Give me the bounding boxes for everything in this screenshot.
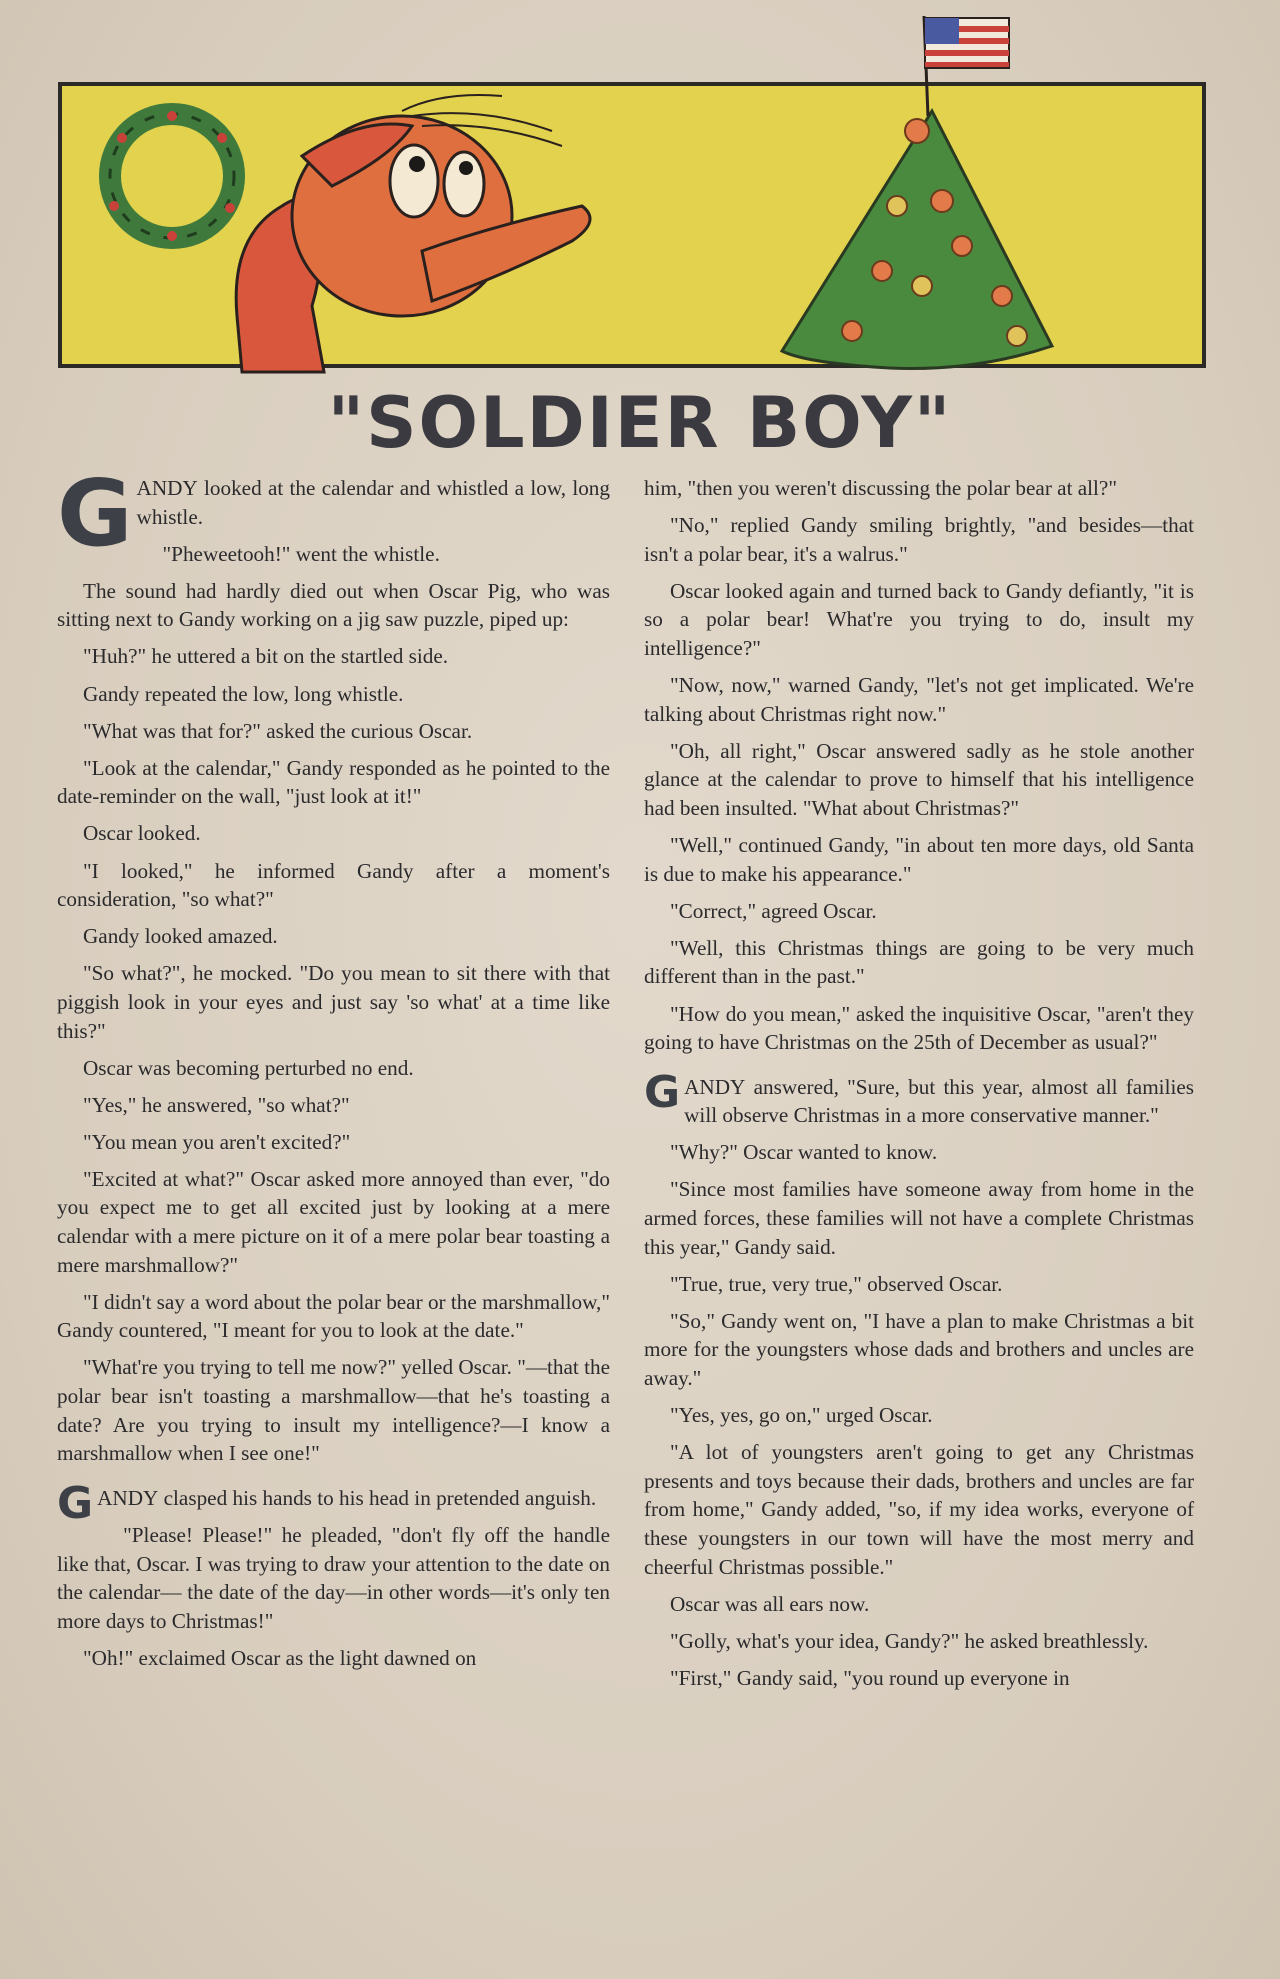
story-paragraph [644, 1175, 1194, 1261]
paragraph-text: "Look at the calendar," Gandy responded as he pointed to the date-reminder on the wall, "just look at it!" [57, 755, 610, 809]
story-paragraph [57, 922, 610, 951]
paragraph-text: "No," replied Gandy smiling brightly, "and besides—that isn't a polar bear, it's a walrus." [644, 513, 1194, 566]
paragraph-text: "Oh, all right," Oscar answered sadly as he stole another glance at the calendar to prove to himself that his intelligence had been insulted. "What about Christmas?" [644, 738, 1194, 820]
story-paragraph [644, 897, 1194, 926]
paragraph-text: "Now, now," warned Gandy, "let's not get implicated. We're talking about Christmas right now." [644, 673, 1194, 726]
paragraph-text: "How do you mean," asked the inquisitive Oscar, "aren't they going to have Christmas on the 25th of December as usual?" [644, 1001, 1194, 1055]
story-paragraph [644, 1664, 1194, 1693]
flag-icon [924, 16, 1009, 116]
paragraph-text: "Pheweetooh!" went the whistle. [162, 541, 440, 566]
paragraph-text: "Correct," agreed Oscar. [670, 898, 877, 923]
paragraph-text: "A lot of youngsters aren't going to get any Christmas presents and toys because their dads, brothers and uncles are far from home," Gandy added, "so, if my idea works, everyone of these youngsters in our town will have the most merry and cheerful Christmas possible." [644, 1440, 1194, 1579]
story-paragraph [57, 1128, 610, 1157]
paragraph-text: "Why?" Oscar wanted to know. [670, 1140, 938, 1165]
drop-cap-rest: ANDY [136, 476, 198, 500]
story-paragraph [57, 1054, 610, 1083]
gandy-goose-illustration [236, 95, 590, 372]
story-paragraph [644, 474, 1194, 503]
story-paragraph [644, 1627, 1194, 1656]
story-paragraph [644, 934, 1194, 991]
story-paragraph [57, 1353, 610, 1467]
paragraph-text: The sound had hardly died out when Oscar Pig, who was sitting next to Gandy working on a jig saw puzzle, piped up: [57, 578, 610, 632]
paragraph-text: "Golly, what's your idea, Gandy?" he asked breathlessly. [670, 1628, 1149, 1653]
paragraph-text: "Oh!" exclaimed Oscar as the light dawned on [83, 1645, 477, 1670]
story-paragraph [644, 1000, 1194, 1057]
drop-cap: G [57, 1477, 94, 1529]
right-column [644, 474, 1194, 1701]
story-paragraph [644, 577, 1194, 663]
paragraph-text: "So," Gandy went on, "I have a plan to make Christmas a bit more for the youngsters whose dads and brothers and uncles are away." [644, 1308, 1194, 1391]
story-paragraph [644, 1066, 1194, 1130]
paragraph-text: "What're you trying to tell me now?" yelled Oscar. "—that the polar bear isn't toasting a marshmallow—that he's toasting a date? Are you trying to insult my intelligence?—I know a marshmallow when I see one!" [57, 1355, 610, 1466]
story-paragraph [57, 540, 610, 569]
story-paragraph [57, 717, 610, 746]
drop-cap: G [644, 1066, 681, 1118]
story-paragraph [644, 1307, 1194, 1393]
left-column [57, 460, 610, 1681]
christmas-tree-icon [782, 111, 1052, 369]
drop-cap: G [57, 460, 133, 567]
paragraph-text: "Excited at what?" Oscar asked more annoyed than ever, "do you expect me to get all excited just by looking at a mere calendar with a mere picture on it of a mere polar bear toasting a mere marshmallow?" [57, 1166, 610, 1277]
paragraph-text: Oscar was becoming perturbed no end. [83, 1055, 414, 1080]
paragraph-text: Gandy repeated the low, long whistle. [83, 681, 404, 706]
paragraph-text: "I didn't say a word about the polar bear or the marshmallow," Gandy countered, "I meant for you to look at the date." [57, 1289, 610, 1343]
story-paragraph [644, 511, 1194, 568]
paragraph-text: "First," Gandy said, "you round up everyone in [670, 1665, 1070, 1690]
story-paragraph [57, 1091, 610, 1120]
story-paragraph [57, 577, 610, 634]
paragraph-text: "Since most families have someone away from home in the armed forces, these families will not have a complete Christmas this year," Gandy said. [644, 1177, 1194, 1259]
paragraph-text: "Huh?" he uttered a bit on the startled side. [83, 644, 449, 669]
paragraph-text: answered, "Sure, but this year, almost all families will observe Christmas in a more conservative manner." [684, 1074, 1194, 1128]
story-paragraph [57, 1165, 610, 1279]
paragraph-text: Oscar looked. [83, 821, 201, 846]
story-paragraph [57, 680, 610, 709]
paragraph-text: Oscar looked again and turned back to Gandy defiantly, "it is so a polar bear! What're you trying to do, insult my intelligence?" [644, 578, 1194, 660]
story-paragraph [644, 831, 1194, 888]
story-paragraph [57, 1521, 610, 1635]
banner-illustration [62, 86, 1210, 372]
story-paragraph [57, 857, 610, 914]
paragraph-text: looked at the calendar and whistled a low, long whistle. [136, 476, 610, 529]
drop-cap-rest: ANDY [684, 1074, 746, 1099]
story-paragraph [644, 1401, 1194, 1430]
story-paragraph [57, 754, 610, 811]
paragraph-text: clasped his hands to his head in pretended anguish. [158, 1485, 597, 1510]
paragraph-text: "Please! Please!" he pleaded, "don't fly off the handle like that, Oscar. I was trying to draw your attention to the date on the calendar— the date of the day—in other words—it's only ten more days to Christmas!" [57, 1522, 610, 1633]
story-paragraph [644, 737, 1194, 823]
story-paragraph [644, 1438, 1194, 1581]
paragraph-text: "I looked," he informed Gandy after a moment's consideration, "so what?" [57, 858, 610, 912]
paragraph-text: "You mean you aren't excited?" [83, 1129, 351, 1154]
story-paragraph [57, 959, 610, 1045]
paragraph-text: "True, true, very true," observed Oscar. [670, 1271, 1003, 1296]
paragraph-text: "Yes," he answered, "so what?" [83, 1092, 350, 1117]
paragraph-text: Gandy looked amazed. [83, 924, 278, 949]
paragraph-text: "Well, this Christmas things are going to be very much different than in the past." [644, 935, 1194, 989]
drop-cap-rest: ANDY [97, 1485, 159, 1510]
story-paragraph [644, 1590, 1194, 1619]
story-paragraph [644, 1270, 1194, 1299]
story-title: "SOLDIER BOY" [327, 382, 953, 464]
paragraph-text: "What was that for?" asked the curious Oscar. [83, 718, 473, 743]
story-paragraph [57, 1644, 610, 1673]
story-paragraph [644, 1138, 1194, 1167]
story-paragraph [57, 1477, 610, 1529]
paragraph-text: "So what?", he mocked. "Do you mean to sit there with that piggish look in your eyes and just say 'so what' at a time like this?" [57, 961, 610, 1043]
title-banner [58, 82, 1206, 368]
story-paragraph [57, 642, 610, 671]
wreath-icon [109, 111, 235, 241]
story-paragraph [644, 671, 1194, 728]
paragraph-text: "Yes, yes, go on," urged Oscar. [670, 1403, 933, 1428]
paragraph-text: "Well," continued Gandy, "in about ten more days, old Santa is due to make his appearance." [644, 833, 1194, 886]
story-paragraph [57, 1288, 610, 1345]
paragraph-text: him, "then you weren't discussing the polar bear at all?" [644, 476, 1117, 500]
story-paragraph [57, 819, 610, 848]
paragraph-text: Oscar was all ears now. [670, 1591, 870, 1616]
